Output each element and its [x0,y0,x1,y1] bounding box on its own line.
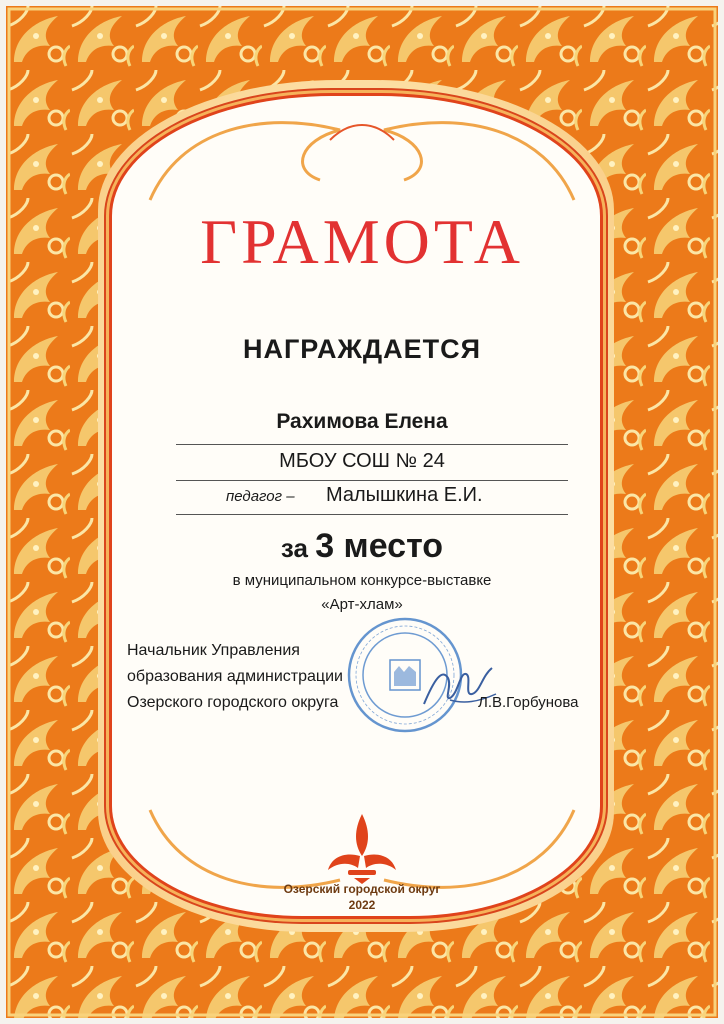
certificate-title: ГРАМОТА [200,206,524,277]
lily-emblem-icon [324,812,400,884]
top-flourish [140,100,584,210]
contest-line-2: «Арт-хлам» [321,596,403,613]
place-row [0,527,724,566]
teacher-label: педагог – [226,488,295,505]
signature-line-3: Озерского городского округа [127,694,339,711]
underline-teacher [176,514,568,515]
signer-name: Л.В.Горбунова [478,694,579,711]
footer-year: 2022 [348,898,376,912]
recipient-name: Рахимова Елена [276,410,448,433]
teacher-name: Малышкина Е.И. [326,484,483,506]
underline-school [176,480,568,481]
place-value: 3 место [315,527,444,565]
underline-name [176,444,568,445]
awarded-label: НАГРАЖДАЕТСЯ [243,334,481,364]
footer-city: Озерский городской округ [283,882,441,896]
signature-line-2: образования администрации [127,668,343,685]
contest-line-1: в муниципальном конкурсе-выставке [232,572,492,589]
school-name: МБОУ СОШ № 24 [279,450,445,472]
place-prefix: за [280,533,308,563]
signature-line-1: Начальник Управления [127,642,300,659]
teacher-row [176,484,568,510]
